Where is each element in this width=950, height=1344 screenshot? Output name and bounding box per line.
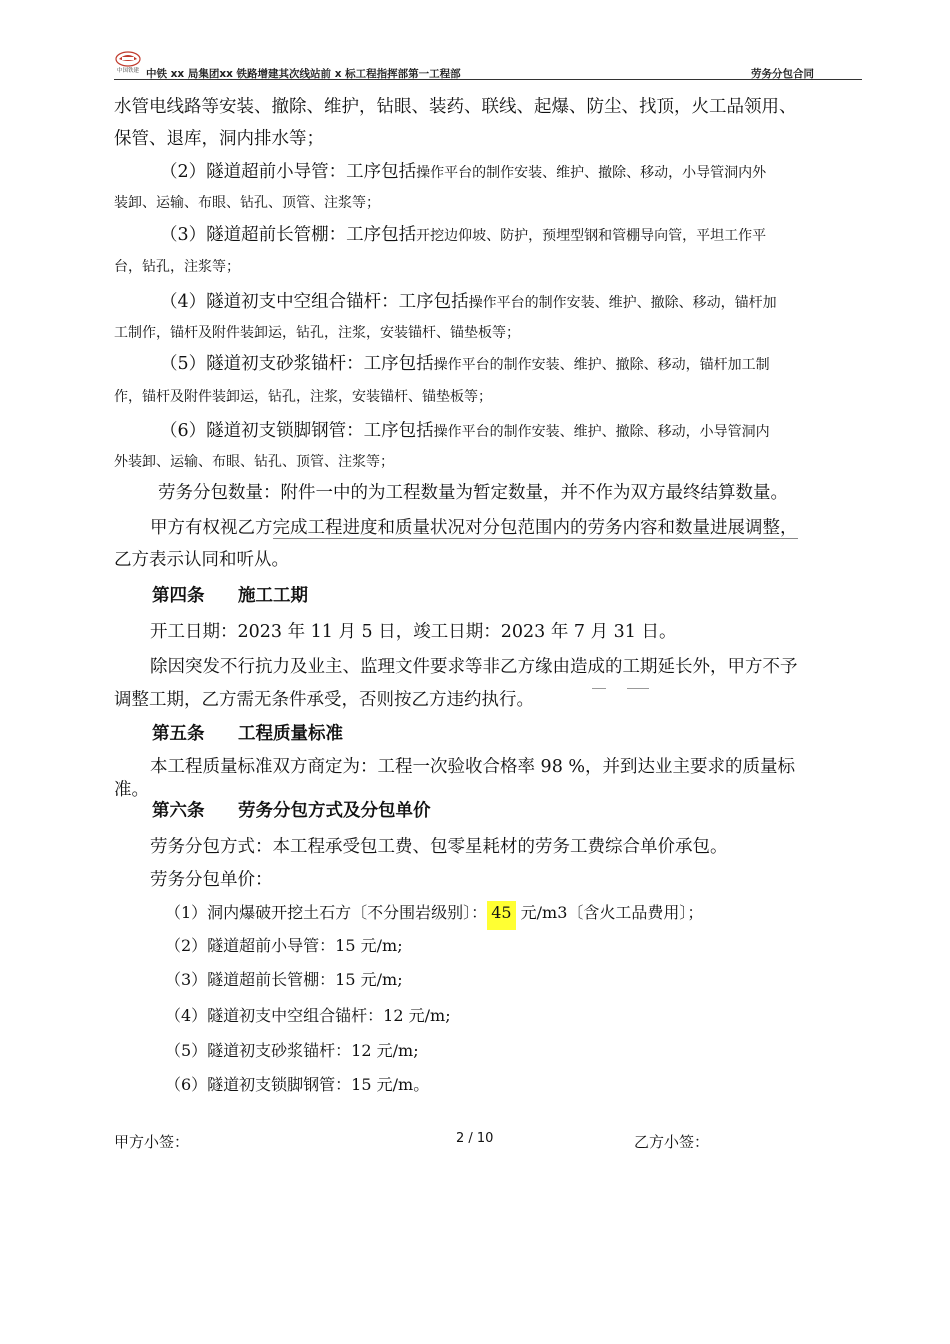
scope-item [160, 288, 777, 313]
article-5-title: 工程质量标准 [238, 724, 343, 744]
article-4-title: 施工工期 [238, 586, 308, 606]
header-doc-type: 劳务分包合同 [751, 68, 814, 80]
scope-item-tail: 操作平台的制作安装、维护、撤除、移动，锚杆加 [468, 295, 777, 311]
company-logo [113, 50, 143, 78]
price-row: （2）隧道超前小导管：15 元/m; [165, 936, 403, 955]
page-number: 2 / 10 [456, 1131, 494, 1146]
article-6-number: 第六条 [152, 801, 205, 821]
adjust-clause-b: 完成工程进度和质量状况对分包范围内的劳务内容和数量进展调整， [272, 518, 798, 538]
price-row-text: （1）洞内爆破开挖土石方〔不分围岩级别〕： [165, 903, 488, 922]
party-b-initial-label: 乙方小签： [634, 1133, 710, 1151]
scope-item [160, 350, 770, 375]
scope-item-head: （3）隧道超前长管棚：工序包括 [160, 225, 417, 245]
scope-item-cont: 装卸、运输、布眼、钻孔、顶管、注浆等； [114, 195, 380, 211]
adjust-clause-a: 甲方有权视乙方 [150, 518, 273, 538]
scope-item-tail: 操作平台的制作安装、维护、撤除、移动，小导管洞内外 [416, 165, 767, 181]
scope-item-cont: 台，钻孔，注浆等； [114, 259, 240, 275]
article-5-number: 第五条 [152, 724, 205, 744]
body-line: 保管、退库，洞内排水等； [114, 129, 324, 149]
stray-mark [592, 688, 606, 689]
price-highlight: 45 [487, 901, 515, 930]
scope-item-tail: 开挖边仰坡、防护，预埋型钢和管棚导向管，平坦工作平 [416, 228, 767, 244]
scope-item [160, 158, 766, 183]
scope-item-head: （2）隧道超前小导管：工序包括 [160, 162, 417, 182]
quality-line2: 准。 [114, 780, 149, 800]
adjust-clause [150, 514, 798, 539]
header-title: 中铁 xx 局集团xx 铁路增建其次线站前 x 标工程指挥部第一工程部 [146, 68, 461, 80]
price-row: （3）隧道超前长管棚：15 元/m; [165, 970, 403, 989]
header-rule [114, 79, 862, 80]
delay-clause-line2: 调整工期，乙方需无条件承受，否则按乙方违约执行。 [114, 690, 534, 710]
scope-item-head: （6）隧道初支锁脚钢管：工序包括 [160, 421, 434, 441]
scope-item-head: （4）隧道初支中空组合锚杆：工序包括 [160, 292, 469, 312]
scope-item-tail: 操作平台的制作安装、维护、撤除、移动，小导管洞内 [433, 424, 770, 440]
scope-item-cont: 作，锚杆及附件装卸运，钻孔，注浆，安装锚杆、锚垫板等； [114, 389, 492, 405]
price-row: （5）隧道初支砂浆锚杆：12 元/m; [165, 1041, 419, 1060]
quantity-clause: 劳务分包数量：附件一中的为工程数量为暂定数量，并不作为双方最终结算数量。 [158, 483, 788, 503]
scope-item-cont: 工制作，锚杆及附件装卸运，钻孔，注浆，安装锚杆、锚垫板等； [114, 325, 520, 341]
scope-item-tail: 操作平台的制作安装、维护、撤除、移动，锚杆加工制 [433, 357, 770, 373]
scope-item-cont: 外装卸、运输、布眼、钻孔、顶管、注浆等； [114, 454, 394, 470]
party-a-initial-label: 甲方小签： [114, 1133, 190, 1151]
scope-item-head: （5）隧道初支砂浆锚杆：工序包括 [160, 354, 434, 374]
subcontract-method: 劳务分包方式：本工程承受包工费、包零星耗材的劳务工费综合单价承包。 [150, 837, 728, 857]
quality-line1: 本工程质量标准双方商定为：工程一次验收合格率 98 %，并到达业主要求的质量标 [150, 757, 796, 777]
adjust-clause-line2: 乙方表示认同和听从。 [114, 550, 289, 570]
unit-price-label: 劳务分包单价： [150, 870, 273, 890]
scope-item [160, 417, 770, 442]
price-row: （6）隧道初支锁脚钢管：15 元/m。 [165, 1075, 430, 1094]
body-line: 水管电线路等安装、撤除、维护，钻眼、装药、联线、起爆、防尘、找顶，火工品领用、 [114, 97, 797, 117]
article-6-title: 劳务分包方式及分包单价 [238, 801, 431, 821]
article-4-number: 第四条 [152, 586, 205, 606]
logo-text: 中国铁建 [116, 68, 140, 74]
delay-clause-line1: 除因突发不行抗力及业主、监理文件要求等非乙方缘由造成的工期延长外，甲方不予 [150, 657, 798, 677]
price-row-text: 元/m3〔含火工品费用〕； [515, 903, 704, 922]
price-row [165, 900, 703, 923]
scope-item [160, 221, 766, 246]
price-row: （4）隧道初支中空组合锚杆：12 元/m; [165, 1006, 451, 1025]
stray-mark [627, 688, 649, 689]
schedule-dates: 开工日期：2023 年 11 月 5 日，竣工日期：2023 年 7 月 31 日。 [150, 622, 677, 642]
